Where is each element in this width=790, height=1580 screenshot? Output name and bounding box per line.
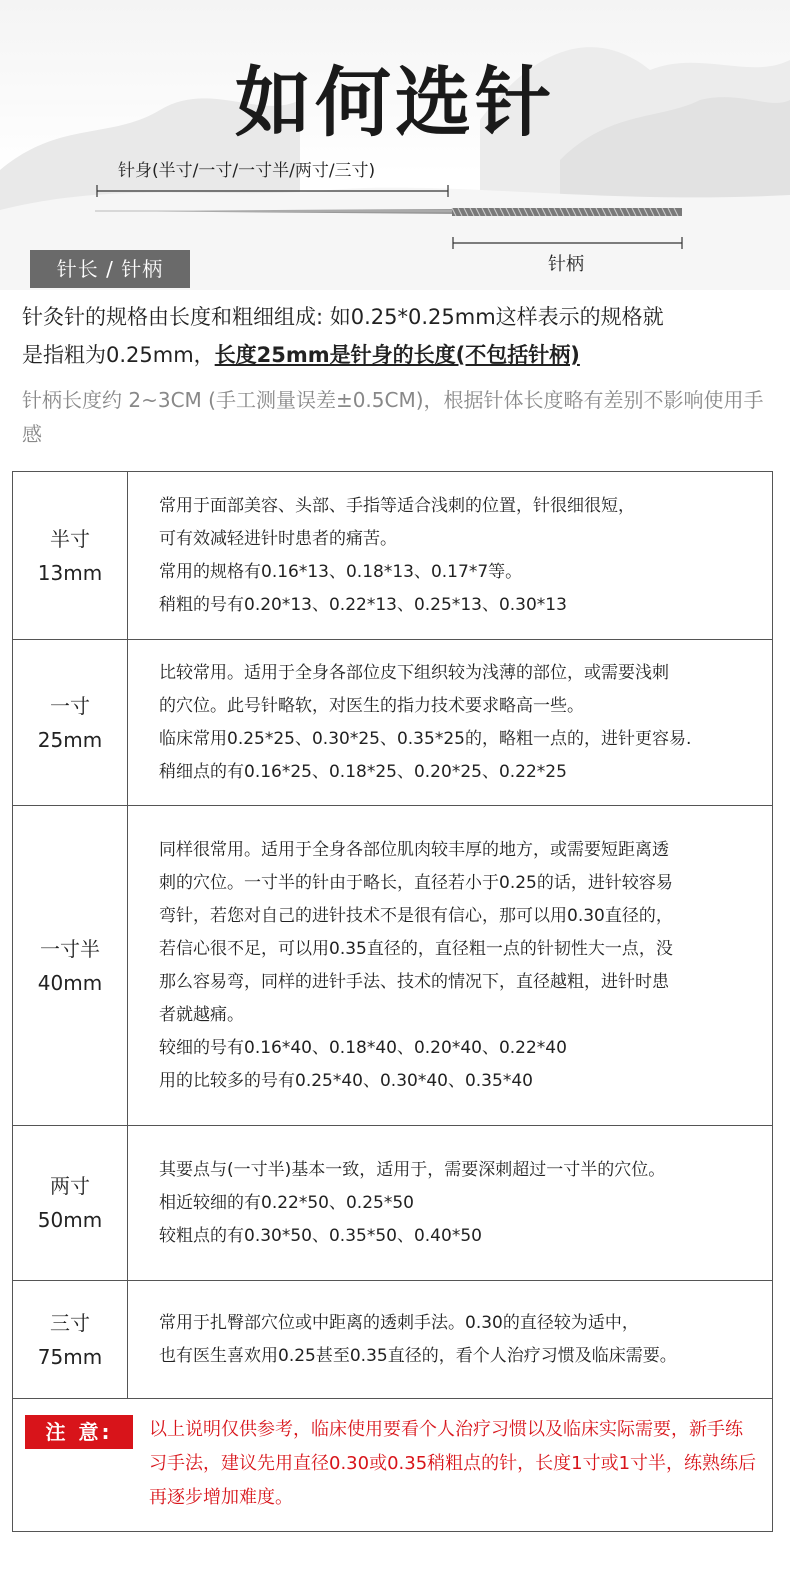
spec-description-line: 临床常用0.25*25、0.30*25、0.35*25的，略粗一点的，进针更容易. bbox=[159, 728, 692, 749]
spec-size-mm: 40mm bbox=[37, 970, 103, 995]
spec-size-cell bbox=[13, 1281, 128, 1399]
spec-size-cell bbox=[13, 472, 128, 640]
intro-line-1: 针灸针的规格由长度和粗细组成: 如0.25*0.25mm这样表示的规格就 bbox=[22, 305, 664, 329]
spec-description-line: 可有效减轻进针时患者的痛苦。 bbox=[159, 528, 397, 549]
needle-handle-label: 针柄 bbox=[548, 254, 584, 275]
spec-description-line: 刺的穴位。一寸半的针由于略长，直径若小于0.25的话，进针较容易 bbox=[159, 872, 673, 893]
spec-description-line: 弯针，若您对自己的进针技术不是很有信心，那可以用0.30直径的， bbox=[159, 905, 673, 926]
spec-size-name: 半寸 bbox=[50, 526, 90, 551]
handle-length-note: 针柄长度约 2~3CM (手工测量误差±0.5CM)，根据针体长度略有差别不影响使用手感 bbox=[22, 388, 764, 446]
spec-size-cell bbox=[13, 640, 128, 806]
spec-description-line: 稍细点的有0.16*25、0.18*25、0.20*25、0.22*25 bbox=[159, 761, 567, 782]
spec-size-mm: 25mm bbox=[37, 727, 103, 752]
spec-description-line: 比较常用。适用于全身各部位皮下组织较为浅薄的部位，或需要浅刺 bbox=[159, 662, 669, 683]
needle-shape bbox=[95, 209, 452, 214]
spec-row bbox=[13, 1126, 773, 1281]
spec-size-name: 三寸 bbox=[50, 1310, 90, 1335]
intro-line-2: 是指粗为0.25mm，长度25mm是针身的长度(不包括针柄) bbox=[22, 343, 580, 367]
spec-row bbox=[13, 1281, 773, 1399]
needle-body-bracket bbox=[97, 185, 448, 197]
spec-description-line: 较粗点的有0.30*50、0.35*50、0.40*50 bbox=[159, 1225, 482, 1246]
page-title: 如何选针 bbox=[235, 58, 555, 147]
spec-description-line: 也有医生喜欢用0.25甚至0.35直径的，看个人治疗习惯及临床需要。 bbox=[159, 1345, 677, 1366]
warning-text: 以上说明仅供参考，临床使用要看个人治疗习惯以及临床实际需要，新手练习手法，建议先用直径0.30或0.35稍粗点的针，长度1寸或1寸半，练熟练后再逐步增加难度。 bbox=[149, 1419, 757, 1508]
needle-handle bbox=[452, 208, 682, 216]
spec-description-line: 同样很常用。适用于全身各部位肌肉较丰厚的地方，或需要短距离透 bbox=[159, 839, 669, 860]
spec-size-name: 一寸 bbox=[50, 693, 90, 718]
spec-description-cell bbox=[128, 1281, 773, 1399]
spec-description-line: 用的比较多的号有0.25*40、0.30*40、0.35*40 bbox=[159, 1070, 533, 1091]
spec-size-name: 一寸半 bbox=[40, 936, 100, 961]
intro-paragraph bbox=[22, 298, 772, 374]
needle-handle-bracket bbox=[453, 237, 682, 249]
warning-label: 注 意: bbox=[25, 1415, 133, 1449]
spec-description-line: 其要点与(一寸半)基本一致，适用于，需要深刺超过一寸半的穴位。 bbox=[159, 1159, 666, 1180]
spec-description-line: 相近较细的有0.22*50、0.25*50 bbox=[159, 1192, 414, 1213]
spec-size-mm: 75mm bbox=[37, 1344, 103, 1369]
spec-description-line: 的穴位。此号针略软，对医生的指力技术要求略高一些。 bbox=[159, 695, 584, 716]
needle-body-label: 针身(半寸/一寸/一寸半/两寸/三寸) bbox=[118, 161, 376, 181]
section-tag: 针长 / 针柄 bbox=[30, 250, 190, 288]
intro-emphasis: 长度25mm是针身的长度(不包括针柄) bbox=[214, 343, 580, 367]
spec-row bbox=[13, 640, 773, 806]
spec-description-cell bbox=[128, 640, 773, 806]
spec-size-mm: 50mm bbox=[37, 1208, 103, 1232]
spec-description-line: 较细的号有0.16*40、0.18*40、0.20*40、0.22*40 bbox=[159, 1037, 567, 1058]
spec-description-cell bbox=[128, 1126, 773, 1281]
spec-description-line: 稍粗的号有0.20*13、0.22*13、0.25*13、0.30*13 bbox=[159, 594, 567, 615]
spec-description-line: 若信心很不足，可以用0.35直径的，直径粗一点的针韧性大一点，没 bbox=[159, 938, 673, 959]
spec-size-name: 两寸 bbox=[50, 1174, 90, 1198]
needle-spec-table bbox=[12, 471, 773, 1399]
spec-description-line: 那么容易弯，同样的进针手法、技术的情况下，直径越粗，进针时患 bbox=[159, 971, 669, 992]
needle-diagram bbox=[0, 175, 790, 255]
spec-description-line: 常用于扎臀部穴位或中距离的透刺手法。0.30的直径较为适中， bbox=[159, 1312, 639, 1333]
spec-row bbox=[13, 472, 773, 640]
spec-size-mm: 13mm bbox=[37, 560, 103, 585]
spec-size-cell bbox=[13, 806, 128, 1126]
spec-row bbox=[13, 806, 773, 1126]
spec-description-line: 常用于面部美容、头部、手指等适合浅刺的位置，针很细很短， bbox=[159, 495, 635, 516]
warning-box bbox=[12, 1399, 773, 1532]
spec-description-cell bbox=[128, 472, 773, 640]
spec-description-cell bbox=[128, 806, 773, 1126]
spec-size-cell bbox=[13, 1126, 128, 1281]
spec-description-line: 常用的规格有0.16*13、0.18*13、0.17*7等。 bbox=[159, 561, 523, 582]
spec-description-line: 者就越痛。 bbox=[159, 1004, 244, 1025]
